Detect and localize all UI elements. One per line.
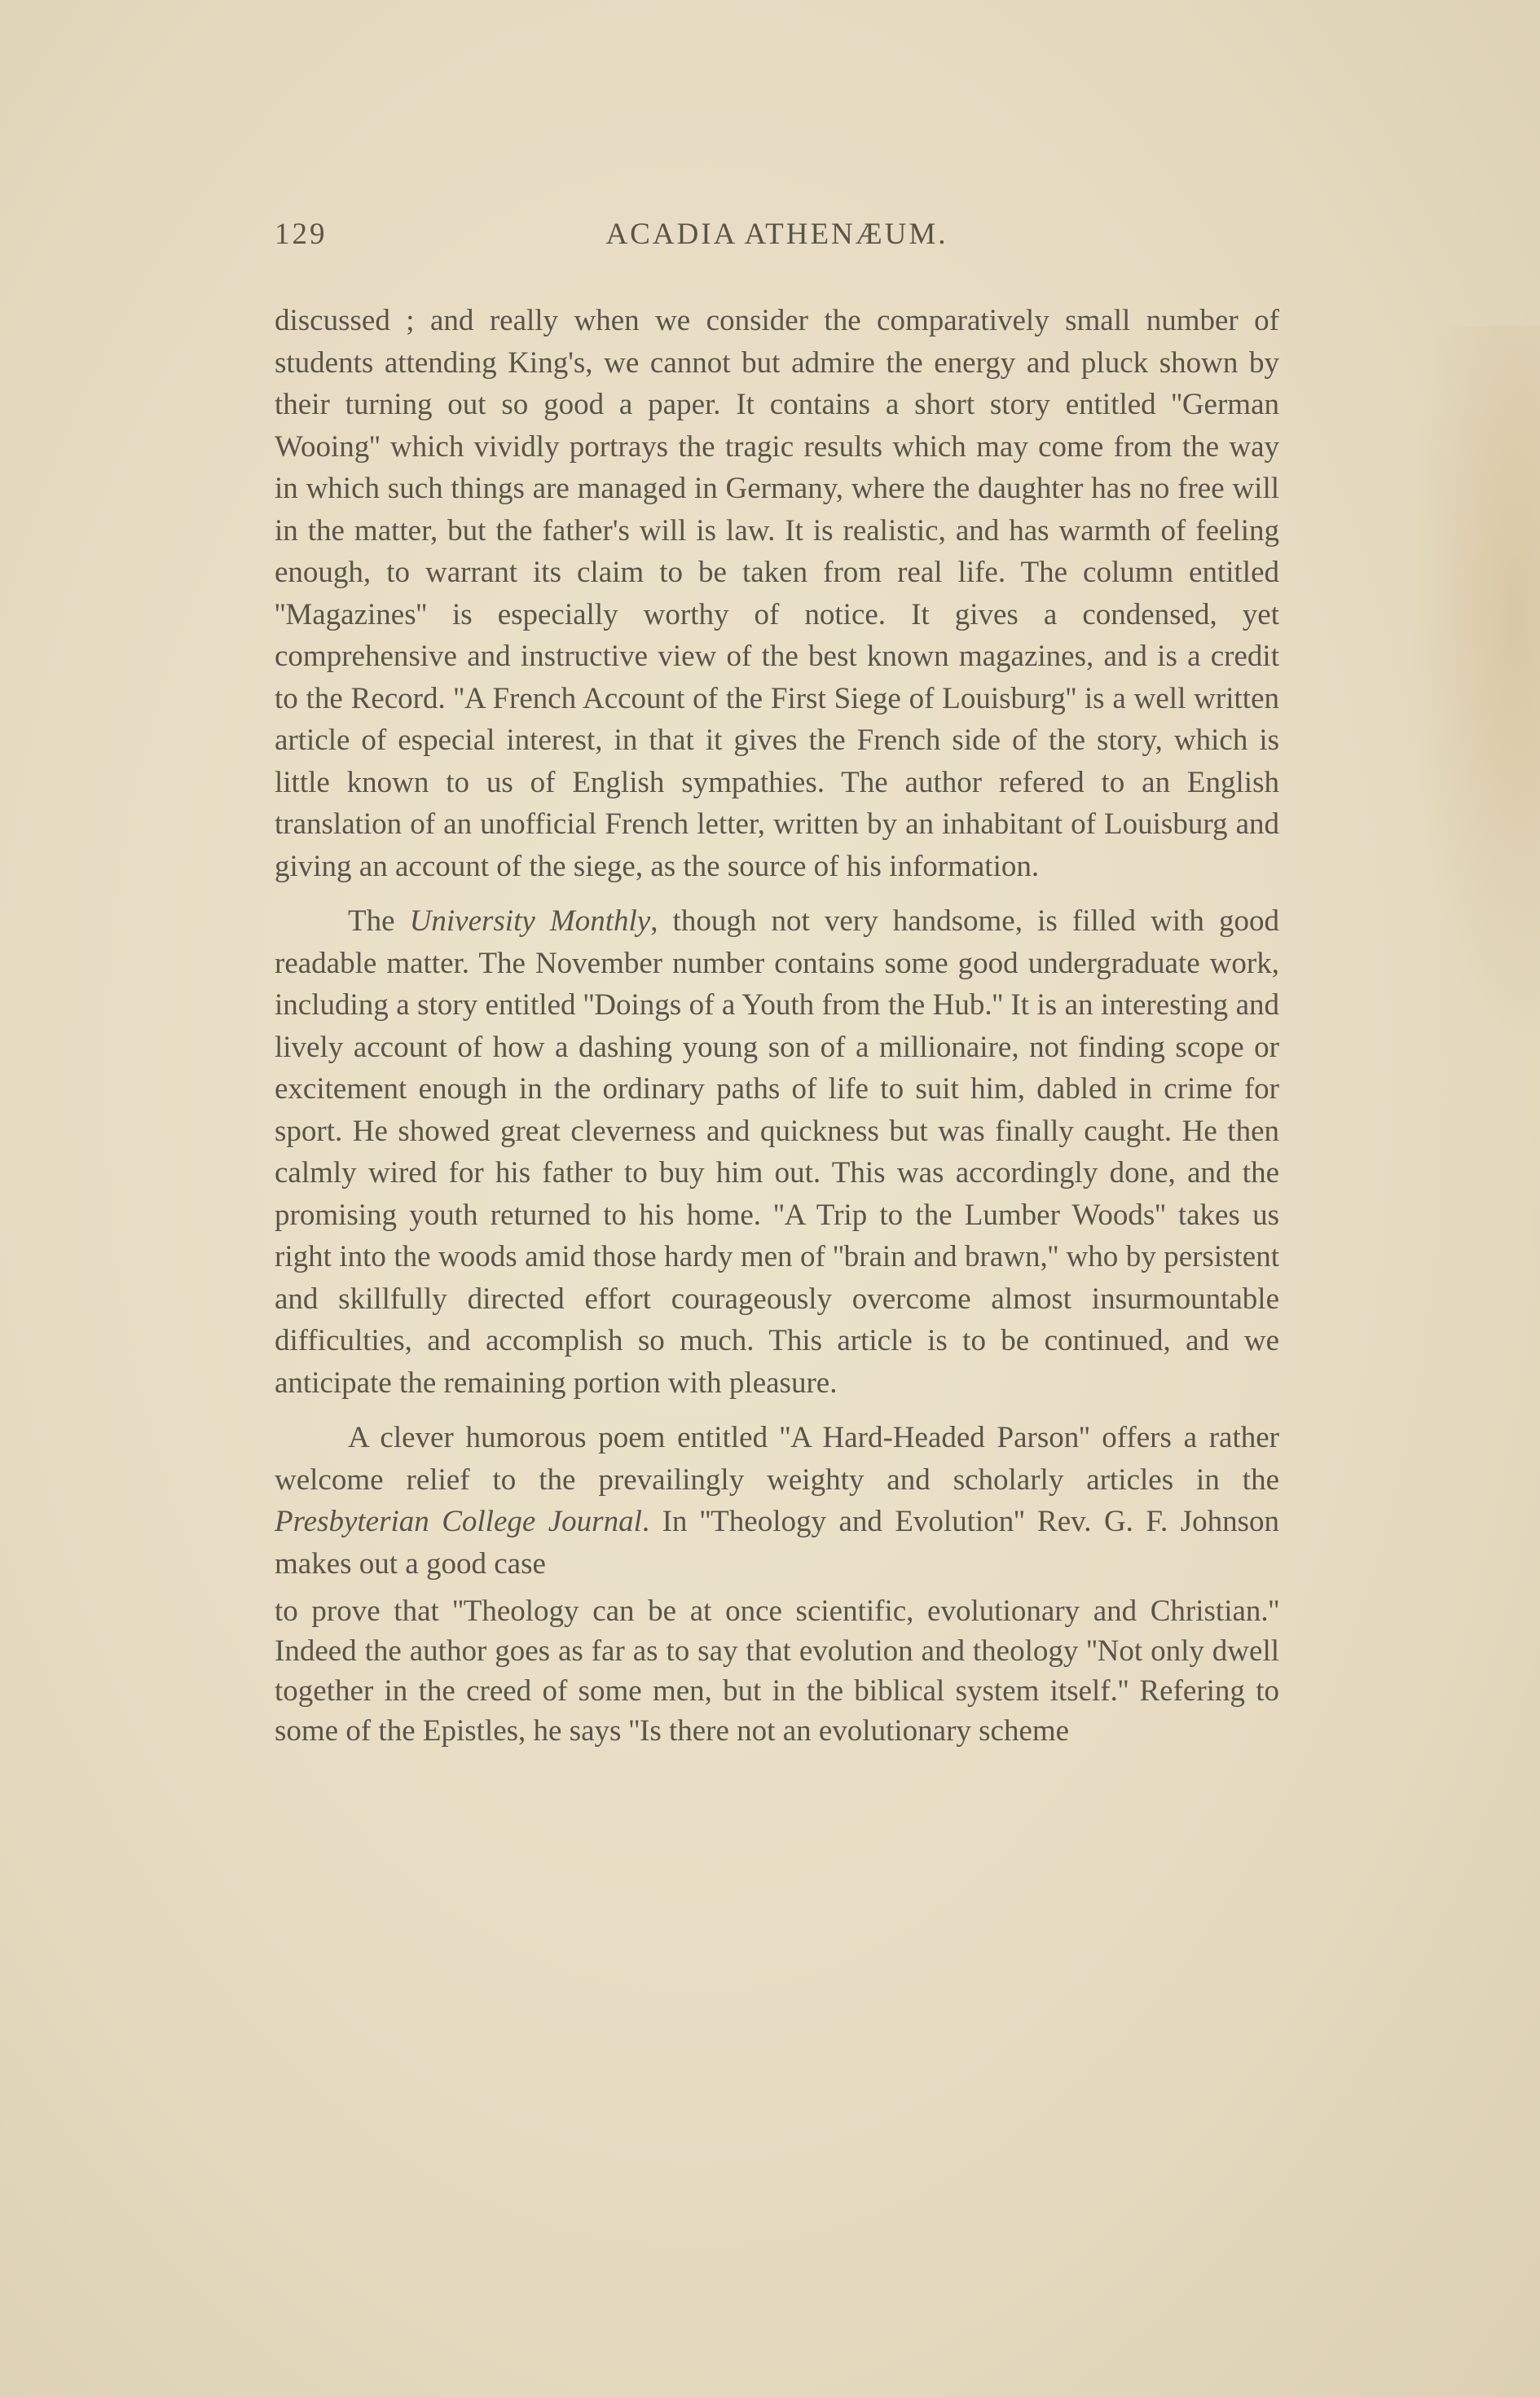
journal-title-university-monthly: University Monthly bbox=[409, 904, 651, 938]
paragraph-2-lead: The bbox=[348, 904, 410, 938]
paragraph-3 bbox=[275, 1417, 1279, 1585]
running-head: ACADIA ATHENÆUM. bbox=[605, 218, 948, 251]
page-header bbox=[275, 217, 1279, 257]
paragraph-3-rest: . In ''Theology and Evolution'' Rev. G. F. Johnson makes out a good case bbox=[275, 1505, 1280, 1581]
paragraph-4: to prove that ''Theology can be at once scientific, evolutionary and Christian.'' Indeed the author goes as far as to say that evolution and theology ''Not only dwell together in the creed of some men, but in the biblical system itself.'' Refering to some of the Epistles, he says ''Is there not an evolutionary scheme bbox=[275, 1594, 1279, 1748]
paragraph-3-lead: A clever humorous poem entitled ''A Hard-Headed Parson'' offers a rather welcome relief to the prevailingly weighty and scholarly articles in the bbox=[275, 1421, 1279, 1497]
paragraph-2-rest: , though not very handsome, is filled with good readable matter. The November number contains some good undergraduate work, including a story entitled ''Doings of a Youth from the Hub.'' It is an interesting and lively account of how a dashing young son of a millionaire, not finding scope or excitement enough in the ordinary paths of life to suit him, dabled in crime for sport. He showed great cleverness and quickness but was finally caught. He then calmly wired for his father to buy him out. This was accordingly done, and the promising youth returned to his home. ''A Trip to the Lumber Woods'' takes us right into the woods amid those hardy men of ''brain and brawn,'' who by persistent and skillfully directed effort courageously overcome almost insurmountable difficulties, and accomplish so much. This article is to be continued, and we anticipate the remaining portion with pleasure. bbox=[275, 904, 1279, 1400]
journal-title-presbyterian-college-journal: Presbyterian College Journal bbox=[275, 1505, 642, 1538]
page-number: 129 bbox=[275, 218, 328, 251]
paragraph-1: discussed ; and really when we consider the comparatively small number of students attending King's, we cannot but admire the energy and pluck shown by their turning out so good a paper. It contains a short story entitled ''German Wooing'' which vividly portrays the tragic results which may come from the way in which such things are managed in Germany, where the daughter has no free will in the matter, but the father's will is law. It is realistic, and has warmth of feeling enough, to warrant its claim to be taken from real life. The column entitled ''Magazines'' is especially worthy of notice. It gives a condensed, yet comprehensive and instructive view of the best known magazines, and is a credit to the Record. ''A French Account of the First Siege of Louisburg'' is a well written article of especial interest, in that it gives the French side of the story, which is little known to us of English sympathies. The author refered to an English translation of an unofficial French letter, written by an inhabitant of Louisburg and giving an account of the siege, as the source of his information. bbox=[275, 304, 1279, 883]
paper-stain bbox=[1410, 326, 1540, 1059]
body-text bbox=[275, 300, 1279, 1764]
paragraph-2 bbox=[275, 900, 1279, 1404]
